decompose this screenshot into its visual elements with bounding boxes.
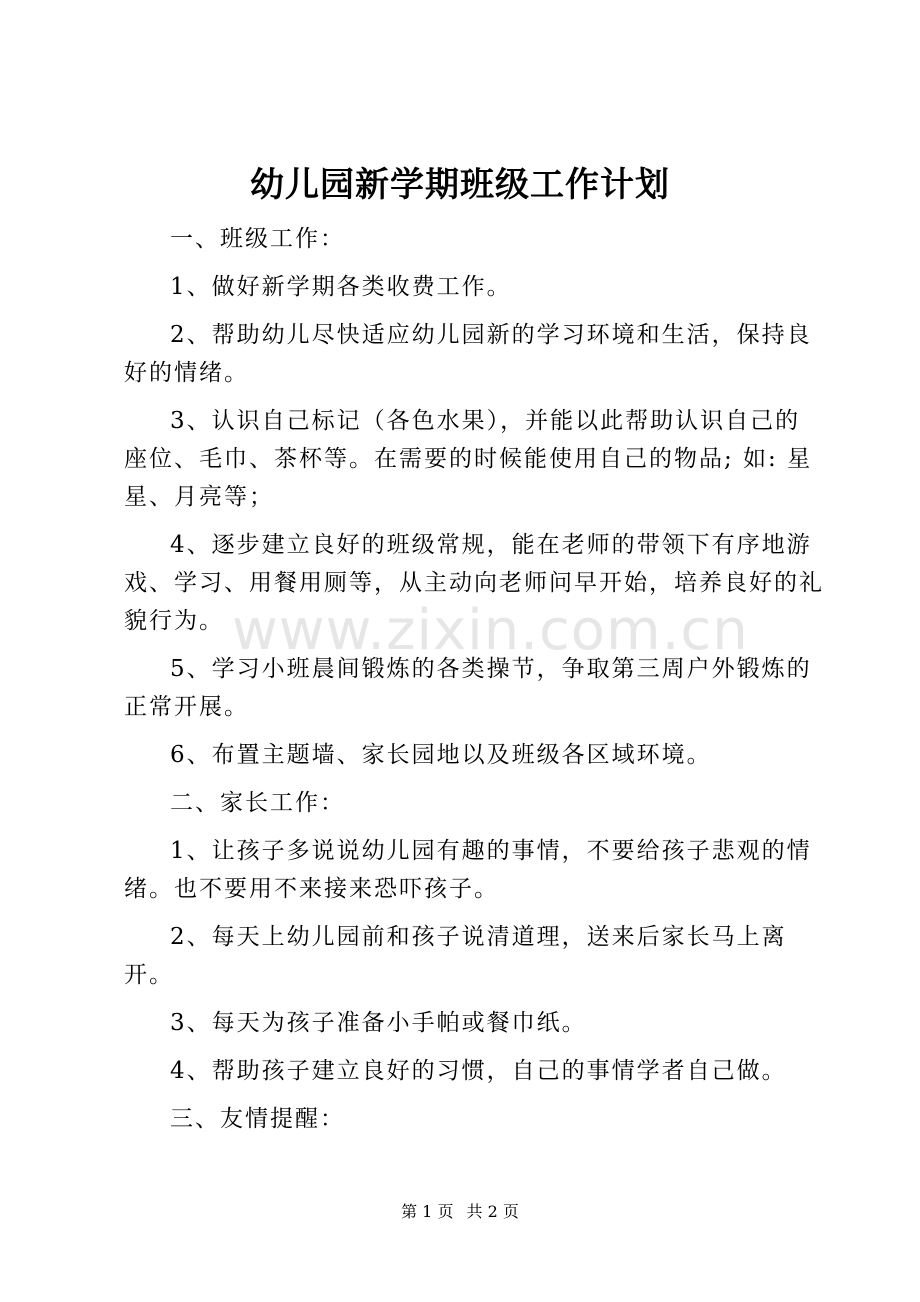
section-heading-reminder: 三、友情提醒： (170, 1106, 345, 1132)
list-item: 2、帮助幼儿尽快适应幼儿园新的学习环境和生活，保持良好的情绪。 (124, 322, 812, 386)
section-heading-class-work: 一、班级工作： (170, 226, 345, 252)
document-body (124, 220, 824, 1138)
total-pages: 共 2 页 (466, 1202, 519, 1221)
list-item: 6、布置主题墙、家长园地以及班级各区域环境。 (170, 742, 712, 768)
list-item: 4、逐步建立良好的班级常规，能在老师的带领下有序地游戏、学习、用餐用厕等，从主动向老师问早开始，培养良好的礼貌行为。 (124, 532, 824, 634)
list-item: 5、学习小班晨间锻炼的各类操节，争取第三周户外锻炼的正常开展。 (124, 656, 812, 720)
list-item: 4、帮助孩子建立良好的习惯，自己的事情学者自己做。 (170, 1058, 787, 1084)
current-page-number: 第 1 页 (401, 1202, 454, 1221)
watermark: www.zixin.com.cn (232, 598, 749, 663)
list-item: 2、每天上幼儿园前和孩子说清道理，送来后家长马上离开。 (124, 924, 787, 988)
list-item: 1、让孩子多说说幼儿园有趣的事情，不要给孩子悲观的情绪。也不要用不来接来恐吓孩子。 (124, 838, 812, 902)
list-item: 3、每天为孩子准备小手帕或餐巾纸。 (170, 1010, 587, 1036)
list-item: 1、做好新学期各类收费工作。 (170, 274, 512, 300)
page-footer (0, 1198, 920, 1226)
list-item: 3、认识自己标记（各色水果），并能以此帮助认识自己的座位、毛巾、茶杯等。在需要的时候能使用自己的物品; 如: 星星、月亮等； (124, 408, 813, 510)
section-heading-parent-work: 二、家长工作： (170, 790, 345, 816)
document-title: 幼儿园新学期班级工作计划 (250, 165, 670, 205)
